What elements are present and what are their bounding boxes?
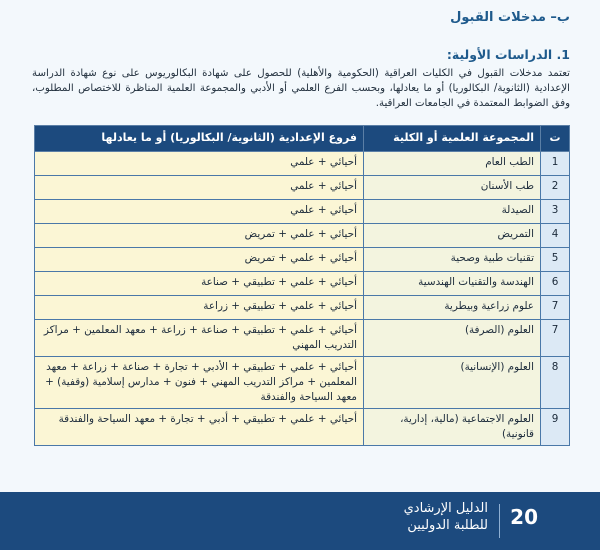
guide-title-line1: الدليل الإرشادي xyxy=(403,501,488,516)
guide-title-line2: للطلبة الدوليين xyxy=(407,518,488,533)
row-college: العلوم (الإنسانية) xyxy=(364,357,541,409)
row-branch: أحيائي + علمي + تمريض xyxy=(35,248,364,272)
table-row xyxy=(35,224,570,248)
section-title: ب– مدخلات القبول xyxy=(450,10,570,25)
table-row xyxy=(35,176,570,200)
row-branch: أحيائي + علمي + تطبيقي + أدبي + تجارة + معهد السياحة والفندقة xyxy=(35,409,364,446)
row-college: التمريض xyxy=(364,224,541,248)
header-number: ت xyxy=(541,126,570,152)
row-number: 1 xyxy=(541,152,570,176)
table-row xyxy=(35,320,570,357)
row-college: الصيدلة xyxy=(364,200,541,224)
table-row xyxy=(35,296,570,320)
guide-title xyxy=(404,500,488,534)
row-college: تقنيات طبية وصحية xyxy=(364,248,541,272)
row-number: 3 xyxy=(541,200,570,224)
header-branch: فروع الإعدادية (الثانوية/ البكالوريا) أو ما يعادلها xyxy=(35,126,364,152)
table-row xyxy=(35,152,570,176)
row-number: 7 xyxy=(541,320,570,357)
table-header-row xyxy=(35,126,570,152)
row-college: طب الأسنان xyxy=(364,176,541,200)
page-number: 20 xyxy=(510,505,538,529)
row-college: العلوم (الصرفة) xyxy=(364,320,541,357)
admission-table xyxy=(34,125,570,446)
row-college: العلوم الاجتماعية (مالية، إدارية، قانونية) xyxy=(364,409,541,446)
table-row xyxy=(35,200,570,224)
row-college: الطب العام xyxy=(364,152,541,176)
row-branch: أحيائي + علمي + تطبيقي + صناعة + زراعة + معهد المعلمين + مراكز التدريب المهني xyxy=(35,320,364,357)
row-number: 4 xyxy=(541,224,570,248)
row-number: 9 xyxy=(541,409,570,446)
table-row xyxy=(35,409,570,446)
footer-divider xyxy=(499,504,500,538)
page-content xyxy=(32,10,570,446)
row-branch: أحيائي + علمي + تطبيقي + زراعة xyxy=(35,296,364,320)
row-branch: أحيائي + علمي xyxy=(35,200,364,224)
row-branch: أحيائي + علمي + تطبيقي + الأدبي + تجارة + صناعة + زراعة + معهد المعلمين + مراكز التدريب المهني + فنون + مدارس إسلامية (وقفية) + معهد السياحة والفندقة xyxy=(35,357,364,409)
row-branch: أحيائي + علمي + تمريض xyxy=(35,224,364,248)
table-row xyxy=(35,357,570,409)
row-number: 7 xyxy=(541,296,570,320)
page-footer xyxy=(0,492,600,550)
row-branch: أحيائي + علمي xyxy=(35,176,364,200)
row-number: 6 xyxy=(541,272,570,296)
table-row xyxy=(35,248,570,272)
subsection-title: 1. الدراسات الأولية: xyxy=(446,47,570,62)
row-branch: أحيائي + علمي + تطبيقي + صناعة xyxy=(35,272,364,296)
row-branch: أحيائي + علمي xyxy=(35,152,364,176)
row-college: الهندسة والتقنيات الهندسية xyxy=(364,272,541,296)
row-number: 2 xyxy=(541,176,570,200)
row-college: علوم زراعية وبيطرية xyxy=(364,296,541,320)
row-number: 5 xyxy=(541,248,570,272)
intro-paragraph: تعتمد مدخلات القبول في الكليات العراقية (الحكومية والأهلية) للحصول على شهادة البكالوريوس على نوع شهادة الدراسة الإعدادية (الثانوية/ البكالوريا) أو ما يعادلها، وبحسب الفرع العلمي أو الأدبي والمجموعة العلمية المناظرة للاختصاص المطلوب، وفق الضوابط المعتمدة في الجامعات العراقية. xyxy=(32,68,570,109)
header-college: المجموعة العلمية أو الكلية xyxy=(364,126,541,152)
row-number: 8 xyxy=(541,357,570,409)
table-row xyxy=(35,272,570,296)
